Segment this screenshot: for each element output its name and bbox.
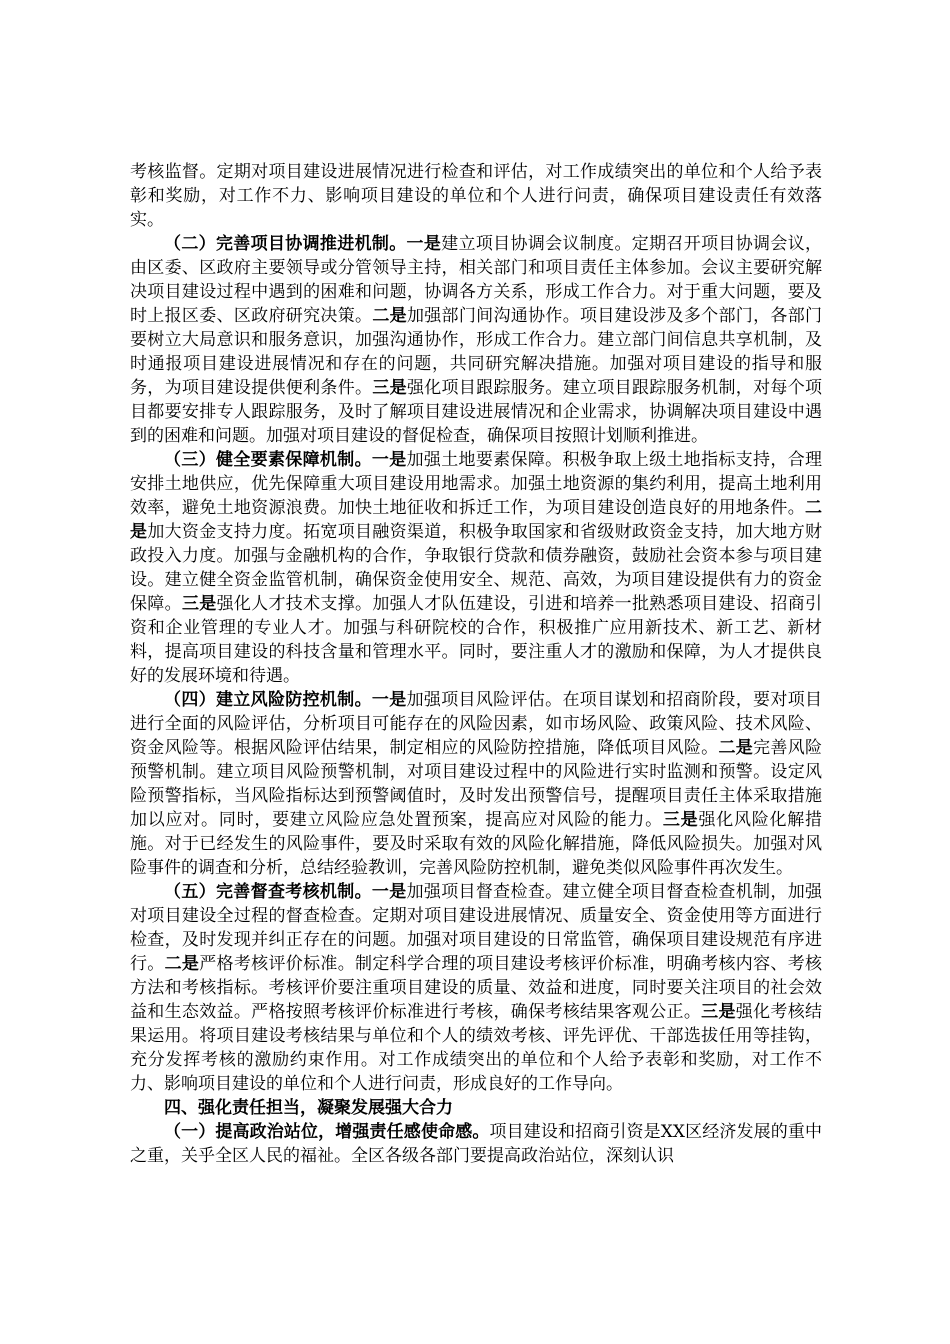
point-marker: 二是 bbox=[718, 738, 754, 758]
paragraph-text: 强化人才技术支撑。加强人才队伍建设，引进和培养一批熟悉项目建设、招商引资和企业管理的专业人才。加强与科研院校的合作，积极推广应用新技术、新工艺、新材料，提高项目建设的科技含量和管理水平。同时，要注重人才的激励和保障，为人才提供良好的发展环境和待遇。 bbox=[130, 594, 823, 686]
paragraph-text: 加强项目风险评估。在项目谋划和招商阶段，要对项目进行全面的风险评估，分析项目可能存在的风险因素，如市场风险、政策风险、技术风险、资金风险等。根据风险评估结果，制定相应的风险防控措施，降低项目风险。 bbox=[130, 690, 823, 758]
paragraph-text: 项目建设和招商引资是XX区经济发展的重中之重，关乎全区人民的福祉。全区各级各部门要提高政治站位，深刻认识 bbox=[130, 1122, 822, 1166]
section-title: 四、强化责任担当，凝聚发展强大合力 bbox=[164, 1098, 453, 1118]
section-heading: （三）健全要素保障机制。 bbox=[164, 450, 372, 470]
paragraph-text: 加强土地要素保障。积极争取上级土地指标支持，合理安排土地供应，优先保障重大项目建设用地需求。加强土地资源的集约利用，提高土地利用效率，避免土地资源浪费。加快土地征收和拆迁工作，为项目建设创造良好的用地条件。 bbox=[130, 450, 823, 518]
paragraph-text: 强化风险化解措施。对于已经发生的风险事件，要及时采取有效的风险化解措施，降低风险损失。加强对风险事件的调查和分析，总结经验教训，完善风险防控机制，避免类似风险事件再次发生。 bbox=[130, 810, 823, 878]
paragraph-text: 加大资金支持力度。拓宽项目融资渠道，积极争取国家和省级财政资金支持，加大地方财政投入力度。加强与金融机构的合作，争取银行贷款和债券融资，鼓励社会资本参与项目建设。建立健全资金监管机制，确保资金使用安全、规范、高效，为项目建设提供有力的资金保障。 bbox=[130, 522, 823, 614]
point-marker: 三是 bbox=[701, 1002, 736, 1022]
point-marker: 一是 bbox=[406, 234, 442, 254]
paragraph-supervision-assessment bbox=[130, 880, 822, 1096]
point-marker: 二是 bbox=[130, 498, 822, 542]
point-marker: 一是 bbox=[371, 450, 407, 470]
paragraph-text: 严格考核评价标准。制定科学合理的项目建设考核评价标准，明确考核内容、考核方法和考核指标。考核评价要注重项目建设的质量、效益和进度，同时要关注项目的社会效益和生态效益。严格按照考核评价标准进行考核，确保考核结果客观公正。 bbox=[130, 954, 823, 1022]
section-heading: （一）提高政治站位，增强责任感使命感。 bbox=[164, 1122, 490, 1142]
paragraph-text: 加强项目督查检查。建立健全项目督查检查机制，加强对项目建设全过程的督查检查。定期对项目建设进展情况、质量安全、资金使用等方面进行检查，及时发现并纠正存在的问题。加强对项目建设的日常监管，确保项目建设规范有序进行。 bbox=[130, 882, 823, 974]
paragraph-continuation: 考核监督。定期对项目建设进展情况进行检查和评估，对工作成绩突出的单位和个人给予表彰和奖励，对工作不力、影响项目建设的单位和个人进行问责，确保项目建设责任有效落实。 bbox=[130, 162, 822, 230]
document-body bbox=[130, 160, 822, 1168]
paragraph-resource-guarantee bbox=[130, 448, 822, 688]
paragraph-text: 强化项目跟踪服务。建立项目跟踪服务机制，对每个项目都要安排专人跟踪服务，及时了解项目建设进展情况和企业需求，协调解决项目建设中遇到的困难和问题。加强对项目建设的督促检查，确保项目按照计划顺利推进。 bbox=[130, 378, 823, 446]
paragraph-risk-control bbox=[130, 688, 822, 880]
paragraph-text: 完善风险预警机制。建立项目风险预警机制，对项目建设过程中的风险进行实时监测和预警。设定风险预警指标，当风险指标达到预警阈值时，及时发出预警信号，提醒项目责任主体采取措施加以应对。同时，要建立风险应急处置预案，提高应对风险的能力。 bbox=[130, 738, 823, 830]
point-marker: 三是 bbox=[372, 378, 407, 398]
section-heading: （五）完善督查考核机制。 bbox=[164, 882, 372, 902]
point-marker: 一是 bbox=[371, 882, 407, 902]
section-heading: （四）建立风险防控机制。 bbox=[164, 690, 372, 710]
point-marker: 三是 bbox=[662, 810, 699, 830]
point-marker: 三是 bbox=[181, 594, 217, 614]
paragraph-text: 建立项目协调会议制度。定期召开项目协调会议，由区委、区政府主要领导或分管领导主持，相关部门和项目责任主体参加。会议主要研究解决项目建设过程中遇到的困难和问题，协调各方关系，形成工作合力。对于重大问题，要及时上报区委、区政府研究决策。 bbox=[130, 234, 823, 326]
paragraph-coordination-mechanism bbox=[130, 232, 822, 448]
paragraph-text: 强化考核结果运用。将项目建设考核结果与单位和个人的绩效考核、评先评优、干部选拔任用等挂钩，充分发挥考核的激励约束作用。对工作成绩突出的单位和个人给予表彰和奖励，对工作不力、影响项目建设的单位和个人进行问责，形成良好的工作导向。 bbox=[130, 1002, 823, 1094]
paragraph-political-stance bbox=[130, 1120, 822, 1168]
point-marker: 一是 bbox=[371, 690, 407, 710]
section-heading: （二）完善项目协调推进机制。 bbox=[164, 234, 407, 254]
point-marker: 二是 bbox=[164, 954, 200, 974]
paragraph-text: 加强部门间沟通协作。项目建设涉及多个部门，各部门要树立大局意识和服务意识，加强沟通协作，形成工作合力。建立部门间信息共享机制，及时通报项目建设进展情况和存在的问题，共同研究解决措施。加强对项目建设的指导和服务，为项目建设提供便利条件。 bbox=[130, 306, 823, 398]
point-marker: 二是 bbox=[372, 306, 407, 326]
